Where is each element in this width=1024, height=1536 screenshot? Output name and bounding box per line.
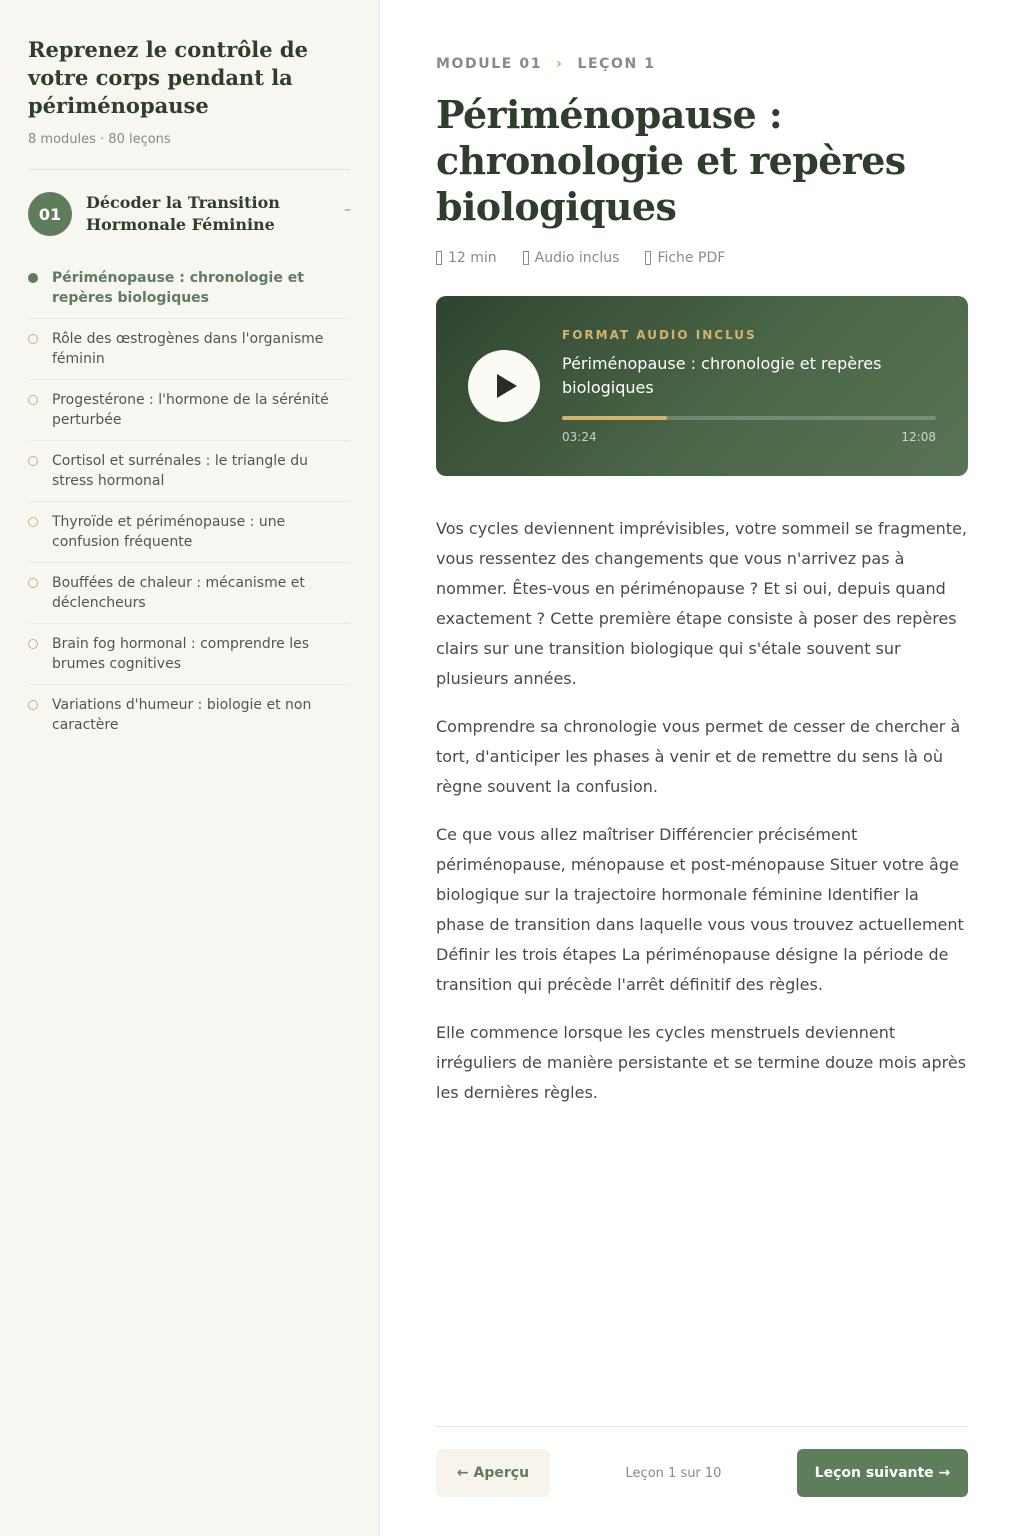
audio-player (436, 296, 968, 476)
audio-title: Périménopause : chronologie et repères biologiques (562, 354, 882, 397)
lesson-status-dot-icon (28, 273, 38, 283)
duration-meta (436, 250, 497, 266)
sidebar-divider (28, 169, 351, 170)
lesson-content (436, 0, 968, 1126)
course-sidebar (0, 0, 380, 1536)
pdf-text: Fiche PDF (657, 250, 726, 266)
lesson-item[interactable] (28, 624, 351, 685)
lesson-status-dot-icon (28, 456, 38, 466)
lesson-item[interactable] (28, 258, 351, 319)
lesson-item[interactable] (28, 380, 351, 441)
audio-kicker: FORMAT AUDIO INCLUS (562, 328, 757, 342)
lesson-status-dot-icon (28, 639, 38, 649)
breadcrumb (436, 56, 968, 72)
breadcrumb-module[interactable]: MODULE 01 (436, 56, 543, 72)
lesson-label: Cortisol et surrénales : le triangle du stress hormonal (52, 453, 308, 489)
module-title: Décoder la Transition Hormonale Féminine (86, 193, 280, 234)
pdf-meta[interactable] (645, 250, 725, 266)
body-paragraph: Ce que vous allez maîtriser Différencier précisément périménopause, ménopause et post-ménopause Situer votre âge biologique sur la trajectoire hormonale féminine Identifier la phase de transition dans laquelle vous vous trouvez actuellement Définir les trois étapes La périménopause désigne la période de transition qui précède l'arrêt définitif des règles. (436, 825, 964, 994)
lesson-item[interactable] (28, 319, 351, 380)
chevron-right-icon: › (556, 56, 564, 72)
clock-icon (436, 251, 442, 265)
lesson-item[interactable] (28, 441, 351, 502)
lesson-meta (436, 250, 968, 266)
duration-text: 12 min (448, 250, 497, 266)
audio-current-time: 03:24 (562, 430, 597, 444)
next-lesson-button[interactable]: Leçon suivante → (797, 1449, 968, 1497)
lesson-status-dot-icon (28, 395, 38, 405)
headphones-icon (523, 251, 529, 265)
lesson-list (28, 258, 351, 745)
lesson-label: Thyroïde et périménopause : une confusion fréquente (52, 514, 286, 550)
audio-info (562, 328, 936, 444)
lesson-label: Progestérone : l'hormone de la sérénité perturbée (52, 392, 329, 428)
body-paragraph: Elle commence lorsque les cycles menstruels deviennent irréguliers de manière persistante et se termine douze mois après les dernières règles. (436, 1023, 967, 1102)
audio-time-row (562, 430, 936, 444)
lesson-label: Périménopause : chronologie et repères biologiques (52, 270, 304, 306)
lesson-label: Rôle des œstrogènes dans l'organisme féminin (52, 331, 324, 367)
audio-meta (523, 250, 620, 266)
body-paragraph: Vos cycles deviennent imprévisibles, votre sommeil se fragmente, vous ressentez des changements que vous n'arrivez pas à nommer. Êtes-vous en périménopause ? Et si oui, depuis quand exactement ? Cette première étape consiste à poser des repères clairs sur une transition biologique qui s'étale souvent sur plusieurs années. (436, 519, 967, 688)
lesson-status-dot-icon (28, 517, 38, 527)
module-header[interactable] (28, 192, 351, 236)
course-title: Reprenez le contrôle de votre corps pendant la périménopause (28, 37, 308, 118)
lesson-body (436, 514, 968, 1108)
play-button[interactable] (468, 350, 540, 422)
lesson-item[interactable] (28, 685, 351, 745)
document-icon (645, 251, 651, 265)
lesson-status-dot-icon (28, 700, 38, 710)
audio-total-time: 12:08 (901, 430, 936, 444)
lesson-label: Variations d'humeur : biologie et non caractère (52, 697, 312, 733)
breadcrumb-lesson: LEÇON 1 (577, 56, 656, 72)
lesson-label: Brain fog hormonal : comprendre les brumes cognitives (52, 636, 310, 672)
audio-text: Audio inclus (534, 250, 620, 266)
body-paragraph: Comprendre sa chronologie vous permet de cesser de chercher à tort, d'anticiper les phases à venir et de remettre du sens là où règne souvent la confusion. (436, 717, 961, 796)
lesson-item[interactable] (28, 502, 351, 563)
audio-progress-bar[interactable] (562, 416, 936, 420)
collapse-icon[interactable]: – (344, 202, 351, 218)
module-number-badge: 01 (28, 192, 72, 236)
lesson-counter: Leçon 1 sur 10 (625, 1465, 722, 1481)
course-meta: 8 modules · 80 leçons (28, 132, 171, 147)
page-title: Périménopause : chronologie et repères biologiques (436, 92, 906, 229)
audio-progress-fill (562, 416, 667, 420)
lesson-status-dot-icon (28, 334, 38, 344)
lesson-status-dot-icon (28, 578, 38, 588)
lesson-label: Bouffées de chaleur : mécanisme et déclencheurs (52, 575, 305, 611)
overview-button[interactable]: ← Aperçu (436, 1449, 550, 1497)
lesson-item[interactable] (28, 563, 351, 624)
play-icon (497, 374, 517, 398)
lesson-navigation (436, 1426, 968, 1497)
